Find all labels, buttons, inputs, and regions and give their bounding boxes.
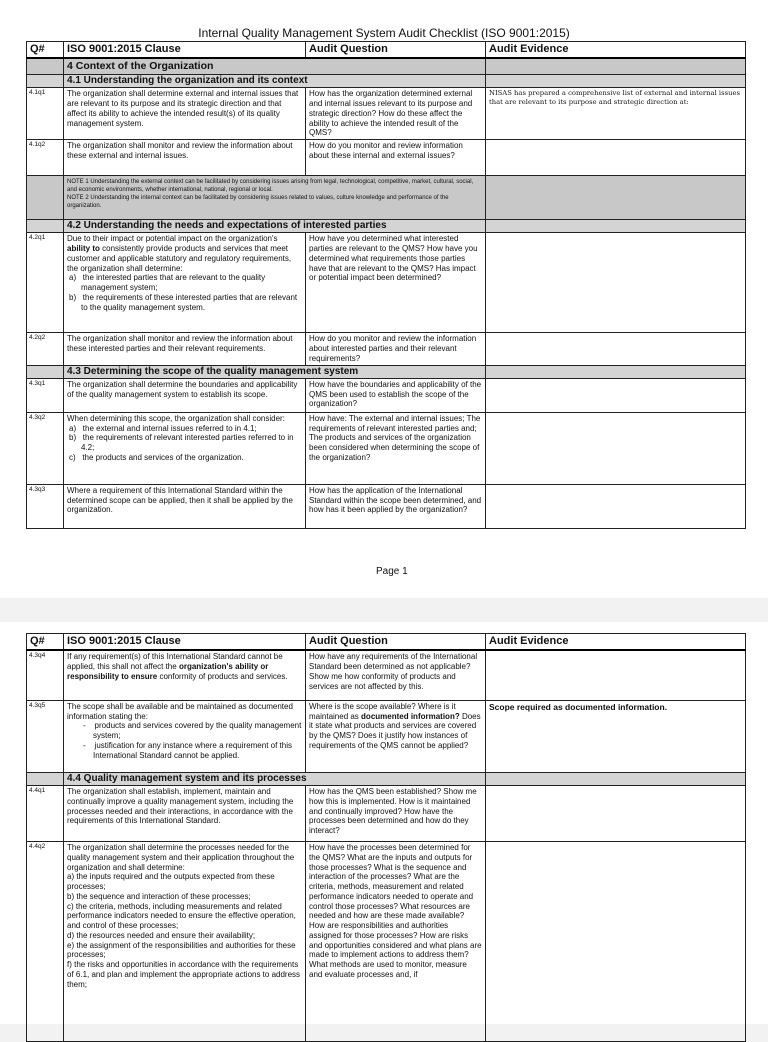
question-text-part: Where is the scope available? Where is it maintained as bbox=[309, 701, 456, 721]
audit-question-text: How do you monitor and review information about these internal and external issues? bbox=[306, 140, 486, 176]
section-title: 4 Context of the Organization bbox=[64, 58, 486, 74]
subsection-row-4-1 bbox=[27, 75, 746, 88]
clause-text-part: consistently provide products and services that meet customer and applicable statutory and regulatory requirements, the organization shall determine: bbox=[67, 244, 292, 273]
table-row bbox=[27, 88, 746, 140]
clause-list-item: c) the products and services of the organization. bbox=[69, 452, 244, 462]
audit-evidence-field[interactable] bbox=[486, 140, 746, 176]
table-row bbox=[27, 233, 746, 333]
question-id: 4.3q2 bbox=[27, 412, 64, 484]
subsection-row-4-2 bbox=[27, 220, 746, 233]
table-row bbox=[27, 378, 746, 412]
subsection-row-4-4 bbox=[27, 772, 746, 785]
audit-checklist-table-page-2 bbox=[26, 633, 746, 1042]
header-audit-question: Audit Question bbox=[306, 634, 486, 651]
table-row bbox=[27, 650, 746, 700]
clause-text: The organization shall determine the boundaries and applicability of the quality management system to establish its scope. bbox=[64, 378, 306, 412]
subsection-title: 4.4 Quality management system and its processes bbox=[64, 772, 486, 785]
audit-question-text: How has the QMS been established? Show me how this is implemented. How is it maintained and continually improved? How have the processes been determined and how do they interact? bbox=[306, 786, 486, 842]
audit-evidence-field[interactable] bbox=[486, 650, 746, 700]
table-header-row bbox=[27, 42, 746, 59]
clause-text: Where a requirement of this International Standard within the determined scope can be applied, then it shall be applied by the organization. bbox=[64, 484, 306, 528]
clause-text: The organization shall monitor and review the information about these interested parties and their relevant requirements. bbox=[64, 333, 306, 365]
audit-evidence-field[interactable] bbox=[486, 333, 746, 365]
clause-text: The organization shall establish, implement, maintain and continually improve a quality management system, including the processes needed and their interactions, in accordance with the requirements of this International Standard. bbox=[64, 786, 306, 842]
header-audit-question: Audit Question bbox=[306, 42, 486, 59]
clause-text-bold: organization's ability or responsibility to ensure bbox=[67, 662, 269, 681]
subsection-title: 4.2 Understanding the needs and expectations of interested parties bbox=[64, 220, 486, 233]
table-row bbox=[27, 412, 746, 484]
clause-text-part: The scope shall be available and be maintained as documented information stating the: bbox=[67, 701, 293, 721]
audit-question-text: How have: The external and internal issues; The requirements of relevant interested parties and; The products and services of the organization been considered when determining the scope of the organization? bbox=[306, 412, 486, 484]
clause-text-part: When determining this scope, the organization shall consider: bbox=[67, 413, 285, 423]
audit-question-text bbox=[306, 700, 486, 772]
table-row bbox=[27, 786, 746, 842]
subsection-title: 4.1 Understanding the organization and its context bbox=[64, 75, 486, 88]
clause-list-item: a) the inputs required and the outputs expected from these processes; bbox=[67, 872, 275, 892]
clause-text-bold: ability to bbox=[67, 244, 100, 254]
audit-evidence-field[interactable] bbox=[486, 786, 746, 842]
clause-list-item: - justification for any instance where a requirement of this International Standard cannot be applied. bbox=[83, 740, 292, 760]
header-audit-evidence: Audit Evidence bbox=[486, 634, 746, 651]
clause-list-item: d) the resources needed and ensure their availability; bbox=[67, 930, 256, 940]
header-clause: ISO 9001:2015 Clause bbox=[64, 42, 306, 59]
clause-text bbox=[64, 650, 306, 700]
clause-list-item: b) the sequence and interaction of these processes; bbox=[67, 891, 251, 901]
clause-list-item: b) the requirements of relevant interested parties referred to in 4.2; bbox=[69, 433, 294, 453]
clause-text-part: The organization shall determine the processes needed for the quality management system and their application throughout the organization and shall determine: bbox=[67, 843, 295, 872]
question-text-part: Does it state what products and services are covered by the QMS? Does it justify how instances of requirements of the QMS cannot be applied? bbox=[309, 711, 481, 750]
clause-text bbox=[64, 700, 306, 772]
audit-evidence-field[interactable]: Scope required as documented information. bbox=[486, 700, 746, 772]
subsection-row-4-3 bbox=[27, 365, 746, 378]
audit-question-text: How have the processes been determined for the QMS? What are the inputs and outputs for those processes? What is the sequence and interaction of the processes? What are the criteria, methods, measurement and related performance indicators needed to operate and control those processes? What resources are needed and how are these made available? How are responsibilities and authorities assigned for those processes? How are risks and opportunities considered and what plans are made to implement actions to address them? What methods are used to monitor, measure and evaluate processes and, if bbox=[306, 842, 486, 1042]
clause-text: The organization shall determine external and internal issues that are relevant to its purpose and its strategic direction and that affect its ability to achieve the intended result(s) of its quality management system. bbox=[64, 88, 306, 140]
clause-list-item: b) the requirements of these interested parties that are relevant to the quality management system. bbox=[69, 292, 298, 312]
question-text-bold: documented information? bbox=[361, 711, 460, 721]
document-page-2 bbox=[0, 622, 768, 1024]
table-header-row bbox=[27, 634, 746, 651]
question-id: 4.1q1 bbox=[27, 88, 64, 140]
audit-checklist-table-page-1 bbox=[26, 41, 746, 529]
question-id: 4.3q1 bbox=[27, 378, 64, 412]
note-text bbox=[64, 176, 486, 220]
clause-list-item: e) the assignment of the responsibilities and authorities for these processes; bbox=[67, 940, 296, 960]
audit-question-text: How have you determined what interested parties are relevant to the QMS? How have you determined what requirements those parties have that are relevant to the QMS? Has impact or potential impact been determined? bbox=[306, 233, 486, 333]
audit-evidence-field[interactable] bbox=[486, 412, 746, 484]
table-row bbox=[27, 700, 746, 772]
clause-list-item: - products and services covered by the quality management system; bbox=[83, 721, 302, 741]
question-id: 4.1q2 bbox=[27, 140, 64, 176]
audit-question-text: How have any requirements of the International Standard been determined as not applicable? Show me how conformity of products and services are not affected by this. bbox=[306, 650, 486, 700]
section-row bbox=[27, 58, 746, 74]
clause-list-item: a) the interested parties that are relevant to the quality management system; bbox=[69, 273, 266, 293]
question-id: 4.2q2 bbox=[27, 333, 64, 365]
audit-evidence-field[interactable] bbox=[486, 378, 746, 412]
clause-text-part: If any requirement(s) of this International Standard cannot be applied, this shall not affect the bbox=[67, 652, 283, 672]
clause-text-part: conformity of products and services. bbox=[159, 671, 288, 681]
table-row bbox=[27, 140, 746, 176]
clause-text bbox=[64, 412, 306, 484]
header-q-number: Q# bbox=[27, 42, 64, 59]
subsection-title: 4.3 Determining the scope of the quality management system bbox=[64, 365, 486, 378]
question-id: 4.3q5 bbox=[27, 700, 64, 772]
header-audit-evidence: Audit Evidence bbox=[486, 42, 746, 59]
audit-evidence-field[interactable] bbox=[486, 484, 746, 528]
audit-question-text: How do you monitor and review the information about interested parties and their relevant requirements? bbox=[306, 333, 486, 365]
question-id: 4.2q1 bbox=[27, 233, 64, 333]
clause-list-item: a) the external and internal issues referred to in 4.1; bbox=[69, 423, 257, 433]
question-id: 4.3q4 bbox=[27, 650, 64, 700]
question-id: 4.4q1 bbox=[27, 786, 64, 842]
question-id: 4.4q2 bbox=[27, 842, 64, 1042]
table-row bbox=[27, 484, 746, 528]
header-q-number: Q# bbox=[27, 634, 64, 651]
document-title: Internal Quality Management System Audit Checklist (ISO 9001:2015) bbox=[198, 26, 570, 40]
audit-question-text: How has the application of the International Standard within the scope been determined, and how has it been applied by the organization? bbox=[306, 484, 486, 528]
note-row bbox=[27, 176, 746, 220]
clause-list-item: f) the risks and opportunities in accordance with the requirements of 6.1, and plan and implement the appropriate actions to address them; bbox=[67, 960, 301, 989]
note-2: NOTE 2 Understanding the internal context can be facilitated by considering issues related to values, culture knowledge and performance of the organization. bbox=[67, 194, 449, 209]
audit-evidence-field[interactable]: NISAS has prepared a comprehensive list of external and internal issues that are relevant to its purpose and strategic direction at: bbox=[486, 88, 746, 140]
clause-text: The organization shall monitor and review the information about these external and internal issues. bbox=[64, 140, 306, 176]
clause-list-item: c) the criteria, methods, including measurements and related performance indicators needed to ensure the effective operation, and control of these processes; bbox=[67, 901, 296, 931]
table-row bbox=[27, 333, 746, 365]
note-1: NOTE 1 Understanding the external context can be facilitated by considering issues arising from legal, technological, competitive, market, cultural, social, and economic environments, whether international, national, regional or local. bbox=[67, 179, 474, 193]
audit-question-text: How have the boundaries and applicability of the QMS been used to establish the scope of the organization? bbox=[306, 378, 486, 412]
clause-text-part: Due to their impact or potential impact on the organization's bbox=[67, 234, 278, 244]
header-clause: ISO 9001:2015 Clause bbox=[64, 634, 306, 651]
audit-evidence-field[interactable] bbox=[486, 233, 746, 333]
audit-question-text: How has the organization determined external and internal issues relevant to its purpose and strategic direction? How do these affect the ability to achieve the intended result of the QMS? bbox=[306, 88, 486, 140]
clause-text bbox=[64, 233, 306, 333]
audit-evidence-field[interactable] bbox=[486, 842, 746, 1042]
page-number: Page 1 bbox=[376, 566, 408, 577]
clause-text bbox=[64, 842, 306, 1042]
question-id: 4.3q3 bbox=[27, 484, 64, 528]
table-row bbox=[27, 842, 746, 1042]
